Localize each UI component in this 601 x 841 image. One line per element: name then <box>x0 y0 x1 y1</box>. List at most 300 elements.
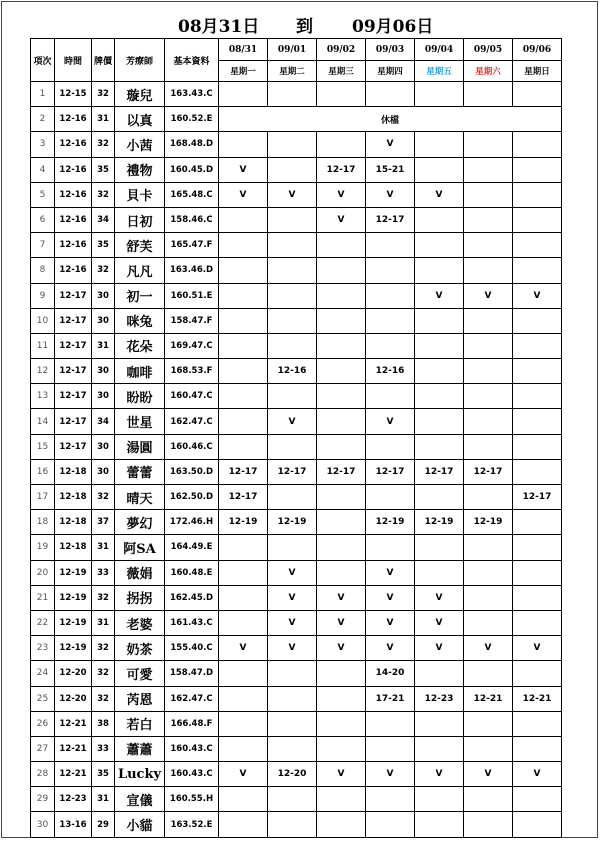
row-price: 32 <box>92 686 115 711</box>
row-price: 38 <box>92 711 115 736</box>
schedule-cell <box>366 535 415 560</box>
row-seq: 14 <box>31 409 55 434</box>
row-price: 32 <box>92 636 115 661</box>
row-price: 32 <box>92 661 115 686</box>
row-price: 32 <box>92 82 115 107</box>
schedule-cell <box>219 132 268 157</box>
schedule-cell: V <box>366 762 415 787</box>
row-info: 161.43.C <box>165 610 219 635</box>
weekday-header: 星期五 <box>415 61 464 82</box>
schedule-cell <box>219 585 268 610</box>
col-seq-header: 項次 <box>31 39 55 82</box>
row-therapist-name: 阿SA <box>115 535 165 560</box>
weekday-header: 星期六 <box>464 61 513 82</box>
schedule-cell <box>513 610 562 635</box>
row-therapist-name: 禮物 <box>115 157 165 182</box>
row-info: 160.48.E <box>165 560 219 585</box>
row-time: 12-16 <box>55 258 92 283</box>
weekday-header: 星期日 <box>513 61 562 82</box>
schedule-cell <box>317 132 366 157</box>
row-time: 12-17 <box>55 434 92 459</box>
schedule-cell <box>415 485 464 510</box>
schedule-cell <box>464 711 513 736</box>
schedule-cell <box>268 157 317 182</box>
schedule-cell: 17-21 <box>366 686 415 711</box>
schedule-cell <box>317 82 366 107</box>
schedule-cell <box>268 207 317 232</box>
row-time: 12-19 <box>55 585 92 610</box>
schedule-cell: V <box>219 182 268 207</box>
schedule-cell: V <box>268 182 317 207</box>
schedule-cell <box>366 283 415 308</box>
row-info: 160.46.C <box>165 434 219 459</box>
schedule-cell <box>268 535 317 560</box>
schedule-cell <box>268 686 317 711</box>
schedule-cell: 12-17 <box>317 459 366 484</box>
end-date: 09月06日 <box>352 17 434 37</box>
table-row <box>31 736 562 761</box>
row-info: 160.52.E <box>165 107 219 132</box>
schedule-cell <box>513 258 562 283</box>
row-seq: 20 <box>31 560 55 585</box>
schedule-cell <box>513 207 562 232</box>
schedule-cell <box>317 233 366 258</box>
row-therapist-name: 貝卡 <box>115 182 165 207</box>
row-price: 30 <box>92 434 115 459</box>
schedule-cell: V <box>464 762 513 787</box>
schedule-cell <box>219 308 268 333</box>
row-info: 163.43.C <box>165 82 219 107</box>
schedule-cell <box>513 661 562 686</box>
schedule-cell <box>415 132 464 157</box>
schedule-cell <box>219 82 268 107</box>
schedule-cell: 12-17 <box>219 485 268 510</box>
table-row <box>31 157 562 182</box>
schedule-cell <box>464 585 513 610</box>
day-date-header: 09/02 <box>317 39 366 61</box>
row-price: 32 <box>92 182 115 207</box>
schedule-cell: V <box>464 636 513 661</box>
schedule-cell <box>219 258 268 283</box>
row-info: 160.45.D <box>165 157 219 182</box>
schedule-cell: V <box>219 762 268 787</box>
schedule-cell: V <box>415 585 464 610</box>
table-row <box>31 207 562 232</box>
row-therapist-name: 凡凡 <box>115 258 165 283</box>
row-time: 12-23 <box>55 787 92 812</box>
schedule-title <box>0 12 601 36</box>
table-row <box>31 182 562 207</box>
schedule-cell: 12-20 <box>268 762 317 787</box>
schedule-cell <box>415 787 464 812</box>
schedule-cell <box>219 283 268 308</box>
row-info: 160.43.C <box>165 762 219 787</box>
row-seq: 12 <box>31 359 55 384</box>
row-time: 13-16 <box>55 812 92 837</box>
schedule-cell <box>464 787 513 812</box>
row-therapist-name: 小茜 <box>115 132 165 157</box>
schedule-cell <box>513 560 562 585</box>
schedule-cell: 12-17 <box>317 157 366 182</box>
schedule-cell <box>317 409 366 434</box>
row-seq: 16 <box>31 459 55 484</box>
row-price: 30 <box>92 384 115 409</box>
schedule-cell: V <box>415 610 464 635</box>
schedule-cell <box>513 535 562 560</box>
row-time: 12-18 <box>55 510 92 535</box>
schedule-cell: V <box>513 762 562 787</box>
row-info: 160.43.C <box>165 736 219 761</box>
row-info: 164.49.E <box>165 535 219 560</box>
schedule-cell <box>464 157 513 182</box>
row-price: 37 <box>92 510 115 535</box>
table-row <box>31 107 562 132</box>
row-seq: 2 <box>31 107 55 132</box>
row-time: 12-21 <box>55 711 92 736</box>
schedule-cell <box>415 333 464 358</box>
schedule-cell <box>415 711 464 736</box>
schedule-cell: V <box>513 636 562 661</box>
to-label: 到 <box>296 17 313 37</box>
schedule-cell: V <box>317 207 366 232</box>
schedule-cell <box>219 711 268 736</box>
row-therapist-name: 若白 <box>115 711 165 736</box>
schedule-cell <box>464 132 513 157</box>
schedule-cell <box>219 736 268 761</box>
row-info: 169.47.C <box>165 333 219 358</box>
schedule-cell <box>513 409 562 434</box>
row-price: 30 <box>92 359 115 384</box>
schedule-cell: V <box>366 585 415 610</box>
schedule-cell <box>219 384 268 409</box>
schedule-cell <box>268 736 317 761</box>
row-time: 12-18 <box>55 459 92 484</box>
row-info: 158.47.F <box>165 308 219 333</box>
row-seq: 29 <box>31 787 55 812</box>
day-date-header: 08/31 <box>219 39 268 61</box>
row-seq: 19 <box>31 535 55 560</box>
row-price: 33 <box>92 560 115 585</box>
table-row <box>31 459 562 484</box>
schedule-cell: V <box>415 762 464 787</box>
schedule-cell <box>513 157 562 182</box>
row-price: 31 <box>92 535 115 560</box>
row-time: 12-16 <box>55 207 92 232</box>
schedule-cell <box>219 661 268 686</box>
schedule-cell <box>219 610 268 635</box>
schedule-cell: 12-19 <box>415 510 464 535</box>
schedule-cell: V <box>366 610 415 635</box>
schedule-cell <box>219 686 268 711</box>
table-row <box>31 233 562 258</box>
schedule-cell <box>317 434 366 459</box>
row-info: 160.51.E <box>165 283 219 308</box>
schedule-cell <box>464 610 513 635</box>
schedule-cell <box>268 82 317 107</box>
schedule-cell: V <box>415 283 464 308</box>
row-price: 30 <box>92 308 115 333</box>
schedule-cell <box>366 711 415 736</box>
schedule-cell <box>219 812 268 837</box>
schedule-cell <box>415 661 464 686</box>
schedule-cell <box>513 736 562 761</box>
schedule-cell <box>415 434 464 459</box>
schedule-cell: 12-19 <box>219 510 268 535</box>
row-time: 12-18 <box>55 535 92 560</box>
row-info: 158.46.C <box>165 207 219 232</box>
row-therapist-name: 花朵 <box>115 333 165 358</box>
row-therapist-name: 初一 <box>115 283 165 308</box>
row-info: 162.47.C <box>165 409 219 434</box>
schedule-cell <box>268 787 317 812</box>
row-info: 165.48.C <box>165 182 219 207</box>
row-seq: 13 <box>31 384 55 409</box>
table-row <box>31 333 562 358</box>
row-day-off: 休檔 <box>219 107 562 132</box>
row-therapist-name: 璇兒 <box>115 82 165 107</box>
schedule-cell <box>415 258 464 283</box>
row-seq: 21 <box>31 585 55 610</box>
schedule-cell <box>464 409 513 434</box>
row-seq: 24 <box>31 661 55 686</box>
row-info: 160.55.H <box>165 787 219 812</box>
table-row <box>31 258 562 283</box>
schedule-cell <box>513 585 562 610</box>
row-therapist-name: 以真 <box>115 107 165 132</box>
row-therapist-name: 盼盼 <box>115 384 165 409</box>
schedule-cell <box>415 384 464 409</box>
table-row <box>31 359 562 384</box>
row-seq: 1 <box>31 82 55 107</box>
day-date-header: 09/03 <box>366 39 415 61</box>
row-seq: 25 <box>31 686 55 711</box>
schedule-cell <box>317 283 366 308</box>
row-price: 30 <box>92 283 115 308</box>
schedule-cell <box>415 82 464 107</box>
schedule-cell <box>415 560 464 585</box>
row-price: 33 <box>92 736 115 761</box>
row-seq: 26 <box>31 711 55 736</box>
schedule-cell <box>366 233 415 258</box>
row-price: 30 <box>92 459 115 484</box>
row-info: 163.50.D <box>165 459 219 484</box>
weekday-header: 星期二 <box>268 61 317 82</box>
schedule-cell <box>415 359 464 384</box>
table-row <box>31 82 562 107</box>
table-row <box>31 762 562 787</box>
col-price-header: 牌價 <box>92 39 115 82</box>
row-time: 12-21 <box>55 736 92 761</box>
row-info: 168.53.F <box>165 359 219 384</box>
schedule-cell <box>513 459 562 484</box>
schedule-cell <box>219 359 268 384</box>
schedule-cell <box>464 485 513 510</box>
weekday-header: 星期三 <box>317 61 366 82</box>
row-seq: 5 <box>31 182 55 207</box>
schedule-cell <box>415 308 464 333</box>
schedule-cell: 12-17 <box>268 459 317 484</box>
schedule-cell <box>317 812 366 837</box>
schedule-cell <box>317 535 366 560</box>
row-info: 162.50.D <box>165 485 219 510</box>
day-date-header: 09/04 <box>415 39 464 61</box>
schedule-cell <box>219 207 268 232</box>
col-info-header: 基本資料 <box>165 39 219 82</box>
schedule-cell <box>317 560 366 585</box>
schedule-cell <box>464 233 513 258</box>
schedule-cell <box>268 333 317 358</box>
schedule-cell <box>268 308 317 333</box>
row-info: 163.46.D <box>165 258 219 283</box>
schedule-cell <box>464 207 513 232</box>
schedule-cell <box>268 711 317 736</box>
schedule-cell: V <box>366 132 415 157</box>
row-info: 162.47.C <box>165 686 219 711</box>
row-seq: 17 <box>31 485 55 510</box>
row-info: 166.48.F <box>165 711 219 736</box>
schedule-cell <box>317 510 366 535</box>
schedule-cell: 12-17 <box>513 485 562 510</box>
table-row <box>31 384 562 409</box>
table-row <box>31 283 562 308</box>
schedule-cell <box>317 359 366 384</box>
row-time: 12-16 <box>55 132 92 157</box>
schedule-cell <box>464 812 513 837</box>
row-therapist-name: 拐拐 <box>115 585 165 610</box>
row-seq: 10 <box>31 308 55 333</box>
schedule-cell <box>317 787 366 812</box>
schedule-cell: V <box>268 585 317 610</box>
schedule-cell <box>366 308 415 333</box>
schedule-cell <box>464 434 513 459</box>
day-date-header: 09/06 <box>513 39 562 61</box>
row-seq: 3 <box>31 132 55 157</box>
schedule-cell: V <box>366 409 415 434</box>
schedule-cell <box>268 384 317 409</box>
schedule-cell: V <box>317 182 366 207</box>
schedule-cell <box>464 359 513 384</box>
row-time: 12-16 <box>55 157 92 182</box>
schedule-cell <box>464 535 513 560</box>
schedule-cell <box>268 132 317 157</box>
schedule-cell: V <box>317 610 366 635</box>
schedule-cell <box>415 233 464 258</box>
row-price: 29 <box>92 812 115 837</box>
schedule-cell: 12-16 <box>268 359 317 384</box>
schedule-cell: V <box>464 283 513 308</box>
table-row <box>31 812 562 837</box>
schedule-cell <box>513 711 562 736</box>
row-price: 32 <box>92 585 115 610</box>
schedule-cell <box>366 333 415 358</box>
schedule-cell <box>317 485 366 510</box>
schedule-cell <box>513 333 562 358</box>
schedule-cell <box>268 258 317 283</box>
schedule-cell: 12-21 <box>513 686 562 711</box>
table-row <box>31 585 562 610</box>
schedule-cell <box>513 787 562 812</box>
row-time: 12-17 <box>55 333 92 358</box>
row-therapist-name: 蕾蕾 <box>115 459 165 484</box>
row-seq: 27 <box>31 736 55 761</box>
schedule-cell: V <box>513 283 562 308</box>
schedule-cell <box>366 787 415 812</box>
table-row <box>31 661 562 686</box>
schedule-cell <box>415 535 464 560</box>
schedule-cell <box>513 384 562 409</box>
schedule-table <box>30 38 562 838</box>
row-time: 12-20 <box>55 661 92 686</box>
schedule-cell <box>317 661 366 686</box>
row-price: 31 <box>92 333 115 358</box>
schedule-cell <box>464 258 513 283</box>
row-seq: 22 <box>31 610 55 635</box>
schedule-cell: V <box>219 636 268 661</box>
schedule-cell <box>268 485 317 510</box>
row-therapist-name: 可愛 <box>115 661 165 686</box>
row-info: 168.48.D <box>165 132 219 157</box>
schedule-cell <box>464 661 513 686</box>
row-seq: 18 <box>31 510 55 535</box>
table-row <box>31 787 562 812</box>
row-seq: 11 <box>31 333 55 358</box>
row-therapist-name: 咪兔 <box>115 308 165 333</box>
row-time: 12-16 <box>55 107 92 132</box>
row-price: 35 <box>92 233 115 258</box>
schedule-cell <box>219 434 268 459</box>
row-info: 172.46.H <box>165 510 219 535</box>
schedule-cell <box>366 82 415 107</box>
row-price: 31 <box>92 107 115 132</box>
row-time: 12-21 <box>55 762 92 787</box>
schedule-cell <box>513 233 562 258</box>
schedule-cell <box>317 686 366 711</box>
row-time: 12-19 <box>55 610 92 635</box>
schedule-cell <box>464 182 513 207</box>
schedule-cell <box>219 409 268 434</box>
row-info: 162.45.D <box>165 585 219 610</box>
schedule-cell <box>317 736 366 761</box>
schedule-cell <box>219 333 268 358</box>
row-therapist-name: Lucky <box>115 762 165 787</box>
table-row <box>31 636 562 661</box>
row-price: 31 <box>92 787 115 812</box>
schedule-cell: 12-16 <box>366 359 415 384</box>
row-seq: 6 <box>31 207 55 232</box>
row-info: 158.47.D <box>165 661 219 686</box>
table-row <box>31 686 562 711</box>
schedule-cell: V <box>317 585 366 610</box>
schedule-cell <box>219 535 268 560</box>
table-row <box>31 308 562 333</box>
schedule-cell: 15-21 <box>366 157 415 182</box>
row-time: 12-16 <box>55 233 92 258</box>
schedule-cell <box>317 384 366 409</box>
row-seq: 28 <box>31 762 55 787</box>
row-seq: 30 <box>31 812 55 837</box>
schedule-cell: V <box>268 560 317 585</box>
row-therapist-name: 奶茶 <box>115 636 165 661</box>
schedule-cell: 12-19 <box>464 510 513 535</box>
row-therapist-name: 宣儀 <box>115 787 165 812</box>
row-therapist-name: 世星 <box>115 409 165 434</box>
table-row <box>31 510 562 535</box>
row-seq: 7 <box>31 233 55 258</box>
row-therapist-name: 小貓 <box>115 812 165 837</box>
table-row <box>31 409 562 434</box>
schedule-cell: 12-17 <box>366 207 415 232</box>
schedule-cell: V <box>415 182 464 207</box>
